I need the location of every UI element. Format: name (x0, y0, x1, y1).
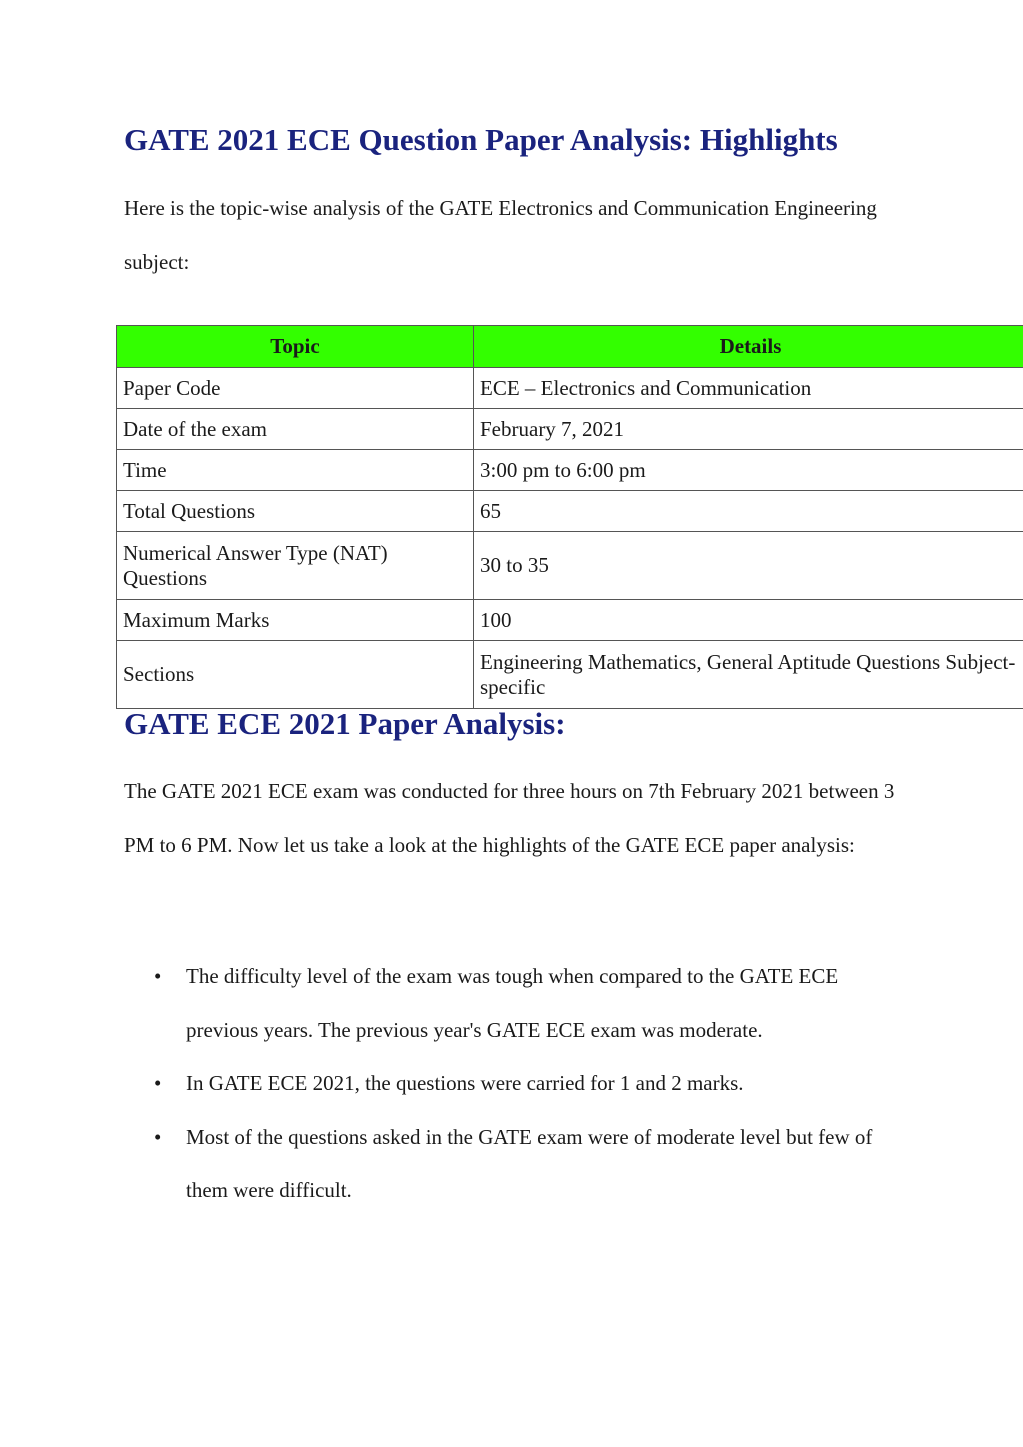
list-item (124, 1057, 914, 1111)
table-header-row (117, 326, 1023, 368)
table-row (117, 368, 1023, 409)
details-cell: 65 (474, 491, 1023, 532)
column-header-details: Details (474, 326, 1023, 368)
topic-cell: Numerical Answer Type (NAT) Questions (117, 532, 474, 600)
topic-cell: Paper Code (117, 368, 474, 409)
details-cell: 3:00 pm to 6:00 pm (474, 450, 1023, 491)
table-row (117, 491, 1023, 532)
topic-cell: Sections (117, 641, 474, 709)
details-cell: February 7, 2021 (474, 409, 1023, 450)
details-cell: 100 (474, 600, 1023, 641)
topic-cell: Time (117, 450, 474, 491)
topic-cell: Date of the exam (117, 409, 474, 450)
intro-paragraph: Here is the topic-wise analysis of the GATE Electronics and Communication Engineering subject: (124, 196, 877, 274)
list-item-text: In GATE ECE 2021, the questions were carried for 1 and 2 marks. (186, 1071, 744, 1095)
list-item-text: The difficulty level of the exam was tough when compared to the GATE ECE previous years. The previous year's GATE ECE exam was moderate. (186, 964, 839, 1042)
bullet-icon: • (154, 1124, 162, 1149)
topic-cell: Total Questions (117, 491, 474, 532)
heading-paper-analysis: GATE ECE 2021 Paper Analysis: (124, 706, 566, 741)
table-row (117, 600, 1023, 641)
list-item (124, 950, 914, 1057)
details-cell: ECE – Electronics and Communication (474, 368, 1023, 409)
bullet-icon: • (154, 964, 162, 988)
analysis-bullet-list (124, 950, 914, 1218)
column-header-topic: Topic (117, 326, 474, 368)
table-row (117, 409, 1023, 450)
bullet-icon: • (154, 1071, 162, 1095)
analysis-paragraph: The GATE 2021 ECE exam was conducted for three hours on 7th February 2021 between 3 PM to 6 PM. Now let us take a look at the highlights of the GATE ECE paper analysis: (124, 779, 895, 857)
list-item (124, 1111, 914, 1218)
list-item-text: Most of the questions asked in the GATE exam were of moderate level but few of them were difficult. (186, 1124, 873, 1202)
details-cell: Engineering Mathematics, General Aptitude Questions Subject-specific (474, 641, 1023, 709)
table-row (117, 450, 1023, 491)
details-cell: 30 to 35 (474, 532, 1023, 600)
exam-info-table (116, 325, 1023, 709)
table-row (117, 532, 1023, 600)
table-row (117, 641, 1023, 709)
topic-cell: Maximum Marks (117, 600, 474, 641)
heading-highlights: GATE 2021 ECE Question Paper Analysis: Highlights (124, 122, 838, 157)
